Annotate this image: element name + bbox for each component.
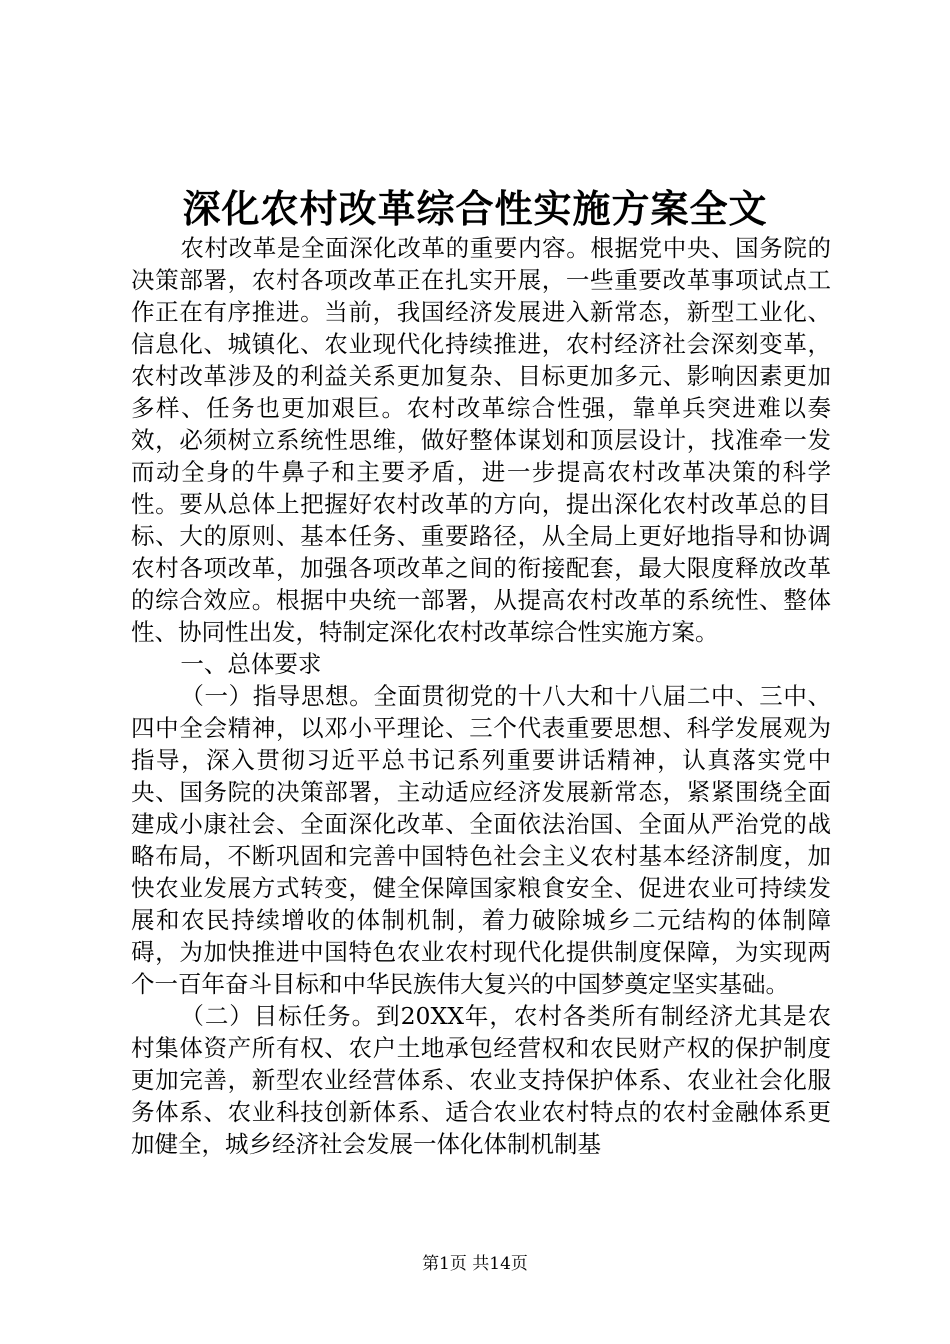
section-heading: 一、总体要求 [180, 650, 322, 678]
body-paragraph: （二）目标任务。到20XX年，农村各类所有制经济尤其是农村集体资产所有权、农户土地承包经营权和农民财产权的保护制度更加完善，新型农业经营体系、农业支持保护体系、农业社会化服务体系、农业科技创新体系、适合农业农村特点的农村金融体系更加健全，城乡经济社会发展一体化体制机制基 [131, 1002, 831, 1158]
page-number-footer: 第1页 共14页 [422, 1254, 528, 1274]
document-title: 深化农村改革综合性实施方案全文 [182, 186, 768, 231]
body-paragraph: 农村改革是全面深化改革的重要内容。根据党中央、国务院的决策部署，农村各项改革正在扎实开展，一些重要改革事项试点工作正在有序推进。当前，我国经济发展进入新常态，新型工业化、信息化、城镇化、农业现代化持续推进，农村经济社会深刻变革，农村改革涉及的利益关系更加复杂、目标更加多元、影响因素更加多样、任务也更加艰巨。农村改革综合性强，靠单兵突进难以奏效，必须树立系统性思维，做好整体谋划和顶层设计，找准牵一发而动全身的牛鼻子和主要矛盾，进一步提高农村改革决策的科学性。要从总体上把握好农村改革的方向，提出深化农村改革总的目标、大的原则、基本任务、重要路径，从全局上更好地指导和协调农村各项改革，加强各项改革之间的衔接配套，最大限度释放改革的综合效应。根据中央统一部署，从提高农村改革的系统性、整体性、协同性出发，特制定深化农村改革综合性实施方案。 [131, 234, 831, 646]
body-paragraph: （一）指导思想。全面贯彻党的十八大和十八届二中、三中、四中全会精神，以邓小平理论、三个代表重要思想、科学发展观为指导，深入贯彻习近平总书记系列重要讲话精神，认真落实党中央、国务院的决策部署，主动适应经济发展新常态，紧紧围绕全面建成小康社会、全面深化改革、全面依法治国、全面从严治党的战略布局，不断巩固和完善中国特色社会主义农村基本经济制度，加快农业发展方式转变，健全保障国家粮食安全、促进农业可持续发展和农民持续增收的体制机制，着力破除城乡二元结构的体制障碍，为加快推进中国特色农业农村现代化提供制度保障，为实现两个一百年奋斗目标和中华民族伟大复兴的中国梦奠定坚实基础。 [131, 682, 831, 998]
document-body [131, 232, 831, 1160]
